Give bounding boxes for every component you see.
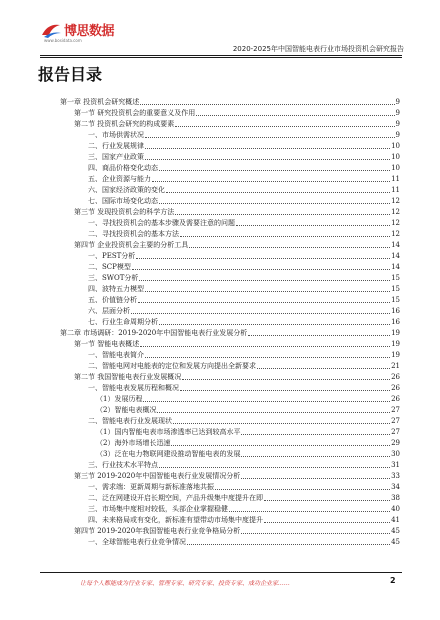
toc-entry-title: 第三节 2019-2020年中国智能电表行业发展情况分析 <box>74 472 241 480</box>
toc-entry-title: 一、需求端：更新周期与新标准落地共振 <box>88 483 214 491</box>
toc-entry-title: 第一节 研究投资机会的重要意义及作用 <box>74 109 196 117</box>
toc-leader-dots <box>140 103 394 105</box>
header-divider-secondary <box>40 57 402 58</box>
toc-entry-title: 一、PEST分析 <box>88 252 136 260</box>
toc-entry-page: 9 <box>395 98 400 106</box>
toc-entry[interactable] <box>60 173 400 184</box>
toc-entry-title: 第二节 投资机会研究的构成要素 <box>74 120 175 128</box>
toc-entry-page: 12 <box>391 197 400 205</box>
toc-entry[interactable] <box>60 250 400 261</box>
toc-entry[interactable] <box>60 316 400 327</box>
toc-entry[interactable] <box>60 360 400 371</box>
toc-entry-title: 六、层面分析 <box>88 307 130 315</box>
toc-entry[interactable] <box>60 503 400 514</box>
toc-entry-title: （1）国内智能电表市场渗透率已达到较高水平 <box>96 428 241 436</box>
toc-leader-dots <box>159 466 390 468</box>
toc-entry-page: 26 <box>391 373 400 381</box>
toc-entry-title: 三、国家产业政策 <box>88 153 144 161</box>
toc-entry-title: 第二章 市场调研：2019-2020年中国智能电表行业发展分析 <box>60 329 248 337</box>
toc-entry-title: 七、行业生命周期分析 <box>88 318 158 326</box>
toc-entry[interactable] <box>60 272 400 283</box>
toc-entry-title: （3）泛在电力物联网建设推动智能电表的发展 <box>96 450 241 458</box>
toc-leader-dots <box>264 499 390 501</box>
table-of-contents <box>60 96 400 547</box>
toc-entry-page: 45 <box>391 538 400 546</box>
toc-entry-page: 21 <box>391 362 400 370</box>
toc-entry-page: 33 <box>391 472 400 480</box>
toc-entry-title: （2）智能电表概况 <box>96 406 157 414</box>
toc-entry[interactable] <box>60 514 400 525</box>
toc-leader-dots <box>139 279 390 281</box>
toc-entry-page: 16 <box>391 318 400 326</box>
toc-leader-dots <box>138 301 390 303</box>
toc-entry[interactable] <box>60 228 400 239</box>
toc-entry[interactable] <box>60 371 400 382</box>
toc-entry[interactable] <box>60 481 400 492</box>
toc-leader-dots <box>236 224 390 226</box>
toc-leader-dots <box>241 433 390 435</box>
toc-leader-dots <box>180 389 390 391</box>
toc-entry[interactable] <box>60 404 400 415</box>
toc-entry[interactable] <box>60 327 400 338</box>
toc-entry-page: 41 <box>391 516 400 524</box>
toc-entry-title: 一、寻找投资机会的基本步骤及需要注意的问题 <box>88 219 235 227</box>
page-number: 2 <box>390 576 396 585</box>
toc-entry-title: （1）发展历程 <box>96 395 143 403</box>
toc-leader-dots <box>140 345 390 347</box>
toc-entry-page: 12 <box>391 219 400 227</box>
toc-entry-page: 15 <box>391 285 400 293</box>
toc-entry[interactable] <box>60 382 400 393</box>
toc-entry-title: 六、国家经济政策的变化 <box>88 186 165 194</box>
toc-entry-page: 14 <box>391 263 400 271</box>
toc-entry[interactable] <box>60 96 400 107</box>
toc-entry[interactable] <box>60 261 400 272</box>
toc-leader-dots <box>175 213 390 215</box>
toc-entry[interactable] <box>60 426 400 437</box>
toc-entry-title: 二、寻找投资机会的基本方法 <box>88 230 179 238</box>
toc-entry-page: 19 <box>391 351 400 359</box>
toc-entry-title: 五、价值链分析 <box>88 296 137 304</box>
toc-entry-title: 第四节 企业投资机会主要的分析工具 <box>74 241 189 249</box>
toc-entry[interactable] <box>60 162 400 173</box>
toc-leader-dots <box>241 455 390 457</box>
toc-entry-page: 12 <box>391 230 400 238</box>
toc-entry-title: 五、企业资源与能力 <box>88 175 151 183</box>
toc-entry-page: 9 <box>395 109 400 117</box>
toc-entry-page: 9 <box>395 131 400 139</box>
toc-entry-title: 七、国际市场变化动态 <box>88 197 158 205</box>
toc-leader-dots <box>145 158 390 160</box>
toc-entry[interactable] <box>60 140 400 151</box>
toc-entry-page: 12 <box>391 208 400 216</box>
toc-entry[interactable] <box>60 525 400 536</box>
toc-entry-page: 10 <box>391 153 400 161</box>
footer-slogan: 让每个人都能成为行业专家、管理专家、研究专家、投资专家、成功企业家…… <box>80 580 291 587</box>
toc-entry[interactable] <box>60 195 400 206</box>
toc-entry[interactable] <box>60 184 400 195</box>
toc-entry[interactable] <box>60 305 400 316</box>
toc-leader-dots <box>152 180 390 182</box>
toc-entry[interactable] <box>60 536 400 547</box>
brand-url: www.bosidata.com <box>44 38 82 43</box>
toc-entry-title: 二、智能电表行业发展现状 <box>88 417 172 425</box>
toc-entry-title: 第一章 投资机会研究概述 <box>60 98 140 106</box>
toc-entry-title: 二、泛在网建设开启长期空间，产品升级集中度提升在即 <box>88 494 263 502</box>
toc-entry[interactable] <box>60 129 400 140</box>
toc-entry-title: 三、行业技术水平特点 <box>88 461 158 469</box>
toc-leader-dots <box>136 257 390 259</box>
toc-entry-title: 四、波特五力模型 <box>88 285 144 293</box>
toc-entry-title: 一、智能电表简介 <box>88 351 144 359</box>
toc-leader-dots <box>241 477 390 479</box>
toc-entry-page: 38 <box>391 494 400 502</box>
toc-leader-dots <box>166 191 390 193</box>
toc-entry-page: 15 <box>391 274 400 282</box>
toc-entry-page: 29 <box>391 439 400 447</box>
toc-entry-title: 第一节 智能电表概述 <box>74 340 140 348</box>
toc-leader-dots <box>264 521 390 523</box>
toc-entry[interactable] <box>60 492 400 503</box>
toc-entry[interactable] <box>60 338 400 349</box>
toc-entry[interactable] <box>60 217 400 228</box>
toc-leader-dots <box>145 356 390 358</box>
toc-entry-page: 15 <box>391 296 400 304</box>
toc-entry[interactable] <box>60 415 400 426</box>
toc-leader-dots <box>159 323 390 325</box>
toc-entry-page: 14 <box>391 241 400 249</box>
toc-entry[interactable] <box>60 151 400 162</box>
toc-entry-page: 31 <box>391 461 400 469</box>
toc-leader-dots <box>196 114 394 116</box>
toc-leader-dots <box>157 411 390 413</box>
toc-leader-dots <box>175 125 394 127</box>
brand-logo <box>40 20 114 39</box>
toc-leader-dots <box>257 367 390 369</box>
toc-entry-page: 27 <box>391 406 400 414</box>
toc-entry-title: 四、未来格局或有变化，新标准有望带动市场集中度提升 <box>88 516 263 524</box>
toc-entry-page: 19 <box>391 329 400 337</box>
toc-entry-title: 二、行业发展规律 <box>88 142 144 150</box>
toc-entry-page: 10 <box>391 164 400 172</box>
page-title: 报告目录 <box>38 65 103 84</box>
toc-entry[interactable] <box>60 459 400 470</box>
toc-entry-page: 11 <box>391 175 400 183</box>
toc-leader-dots <box>159 169 390 171</box>
toc-entry-page: 26 <box>391 395 400 403</box>
toc-entry-title: 四、商品价格变化动态 <box>88 164 158 172</box>
toc-entry-title: 三、市场集中度相对较低，头部企业掌握稳健 <box>88 505 228 513</box>
toc-entry[interactable] <box>60 349 400 360</box>
toc-leader-dots <box>229 510 390 512</box>
toc-entry[interactable] <box>60 448 400 459</box>
toc-entry-page: 30 <box>391 450 400 458</box>
footer-divider <box>40 572 402 573</box>
toc-entry-page: 9 <box>395 120 400 128</box>
toc-entry[interactable] <box>60 206 400 217</box>
toc-entry-page: 27 <box>391 428 400 436</box>
toc-entry-page: 19 <box>391 340 400 348</box>
toc-entry-title: 第三节 发现投资机会的科学方法 <box>74 208 175 216</box>
page-header <box>0 0 440 60</box>
toc-entry-title: 一、智能电表发展历程和概况 <box>88 384 179 392</box>
toc-entry[interactable] <box>60 239 400 250</box>
toc-entry-title: 一、全球智能电表行业竞争情况 <box>88 538 186 546</box>
toc-entry-page: 27 <box>391 417 400 425</box>
toc-entry-page: 40 <box>391 505 400 513</box>
toc-entry-title: 第四节 2019-2020年我国智能电表行业竞争格局分析 <box>74 527 241 535</box>
toc-leader-dots <box>241 532 390 534</box>
toc-leader-dots <box>132 268 390 270</box>
toc-entry[interactable] <box>60 470 400 481</box>
toc-entry-title: 二、SCP模型 <box>88 263 131 271</box>
toc-entry-page: 14 <box>391 252 400 260</box>
toc-leader-dots <box>189 246 390 248</box>
toc-leader-dots <box>145 136 395 138</box>
toc-leader-dots <box>143 400 390 402</box>
toc-entry[interactable] <box>60 393 400 404</box>
toc-leader-dots <box>171 444 390 446</box>
toc-entry-page: 11 <box>391 186 400 194</box>
toc-leader-dots <box>145 290 390 292</box>
toc-entry-page: 34 <box>391 483 400 491</box>
toc-leader-dots <box>182 378 390 380</box>
toc-entry[interactable] <box>60 107 400 118</box>
toc-entry[interactable] <box>60 294 400 305</box>
toc-entry[interactable] <box>60 283 400 294</box>
toc-entry-page: 16 <box>391 307 400 315</box>
toc-leader-dots <box>145 147 390 149</box>
toc-entry-title: 第二节 我国智能电表行业发展概况 <box>74 373 182 381</box>
brand-name: 博思数据 <box>64 24 115 39</box>
toc-entry[interactable] <box>60 118 400 129</box>
toc-leader-dots <box>215 488 390 490</box>
toc-entry-title: （2）海外市场增长迅速 <box>96 439 171 447</box>
logo-mark-icon <box>40 21 62 39</box>
toc-entry-title: 一、市场供需状况 <box>88 131 144 139</box>
toc-leader-dots <box>159 202 390 204</box>
toc-leader-dots <box>187 543 390 545</box>
header-divider <box>40 55 402 56</box>
toc-entry-title: 三、SWOT分析 <box>88 274 139 282</box>
toc-entry-page: 45 <box>391 527 400 535</box>
toc-leader-dots <box>248 334 390 336</box>
toc-entry[interactable] <box>60 437 400 448</box>
toc-leader-dots <box>180 235 390 237</box>
report-title: 2020-2025年中国智能电表行业市场投资机会研究报告 <box>232 45 404 53</box>
toc-entry-page: 26 <box>391 384 400 392</box>
toc-leader-dots <box>131 312 390 314</box>
toc-entry-page: 10 <box>391 142 400 150</box>
toc-entry-title: 二、智能电网对电能表的定位和发展方向提出全新要求 <box>88 362 256 370</box>
toc-leader-dots <box>173 422 390 424</box>
